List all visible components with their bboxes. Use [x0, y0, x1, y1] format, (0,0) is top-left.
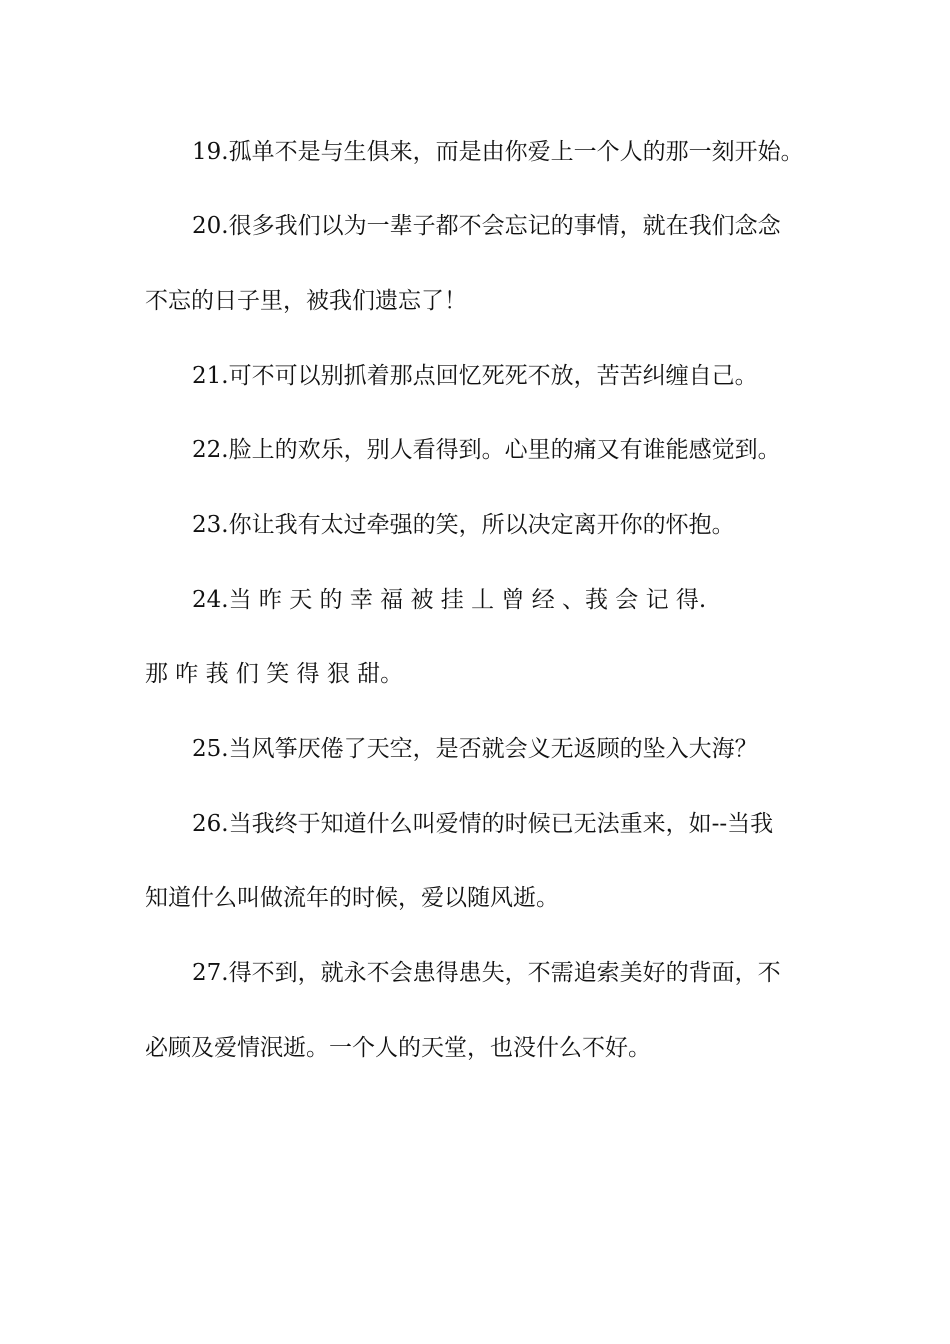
quote-24-line-1: 24.当 昨 天 的 幸 福 被 挂 丄 曾 经 、莪 会 记 得.: [192, 587, 707, 613]
quote-27-line-2: 必顾及爱情泯逝。一个人的天堂，也没什么不好。: [145, 1035, 651, 1061]
quote-27-line-1: 27.得不到，就永不会患得患失，不需追索美好的背面，不: [192, 960, 781, 986]
quote-20-line-2: 不忘的日子里，被我们遗忘了！: [145, 288, 467, 314]
quote-23: 23.你让我有太过牵强的笑，所以决定离开你的怀抱。: [192, 512, 735, 538]
quote-21: 21.可不可以别抓着那点回忆死死不放，苦苦纠缠自己。: [192, 363, 758, 389]
quote-25: 25.当风筝厌倦了天空，是否就会义无返顾的坠入大海？: [192, 736, 758, 762]
quote-22: 22.脸上的欢乐，别人看得到。心里的痛又有谁能感觉到。: [192, 437, 781, 463]
quote-20-line-1: 20.很多我们以为一辈子都不会忘记的事情，就在我们念念: [192, 213, 781, 239]
quote-24-line-2: 那 咋 莪 们 笑 得 狠 甜。: [145, 661, 404, 687]
quote-19: 19.孤单不是与生俱来，而是由你爱上一个人的那一刻开始。: [192, 139, 804, 165]
quote-26-line-1: 26.当我终于知道什么叫爱情的时候已无法重来，如--当我: [192, 811, 774, 837]
quote-26-line-2: 知道什么叫做流年的时候，爱以随风逝。: [145, 885, 559, 911]
